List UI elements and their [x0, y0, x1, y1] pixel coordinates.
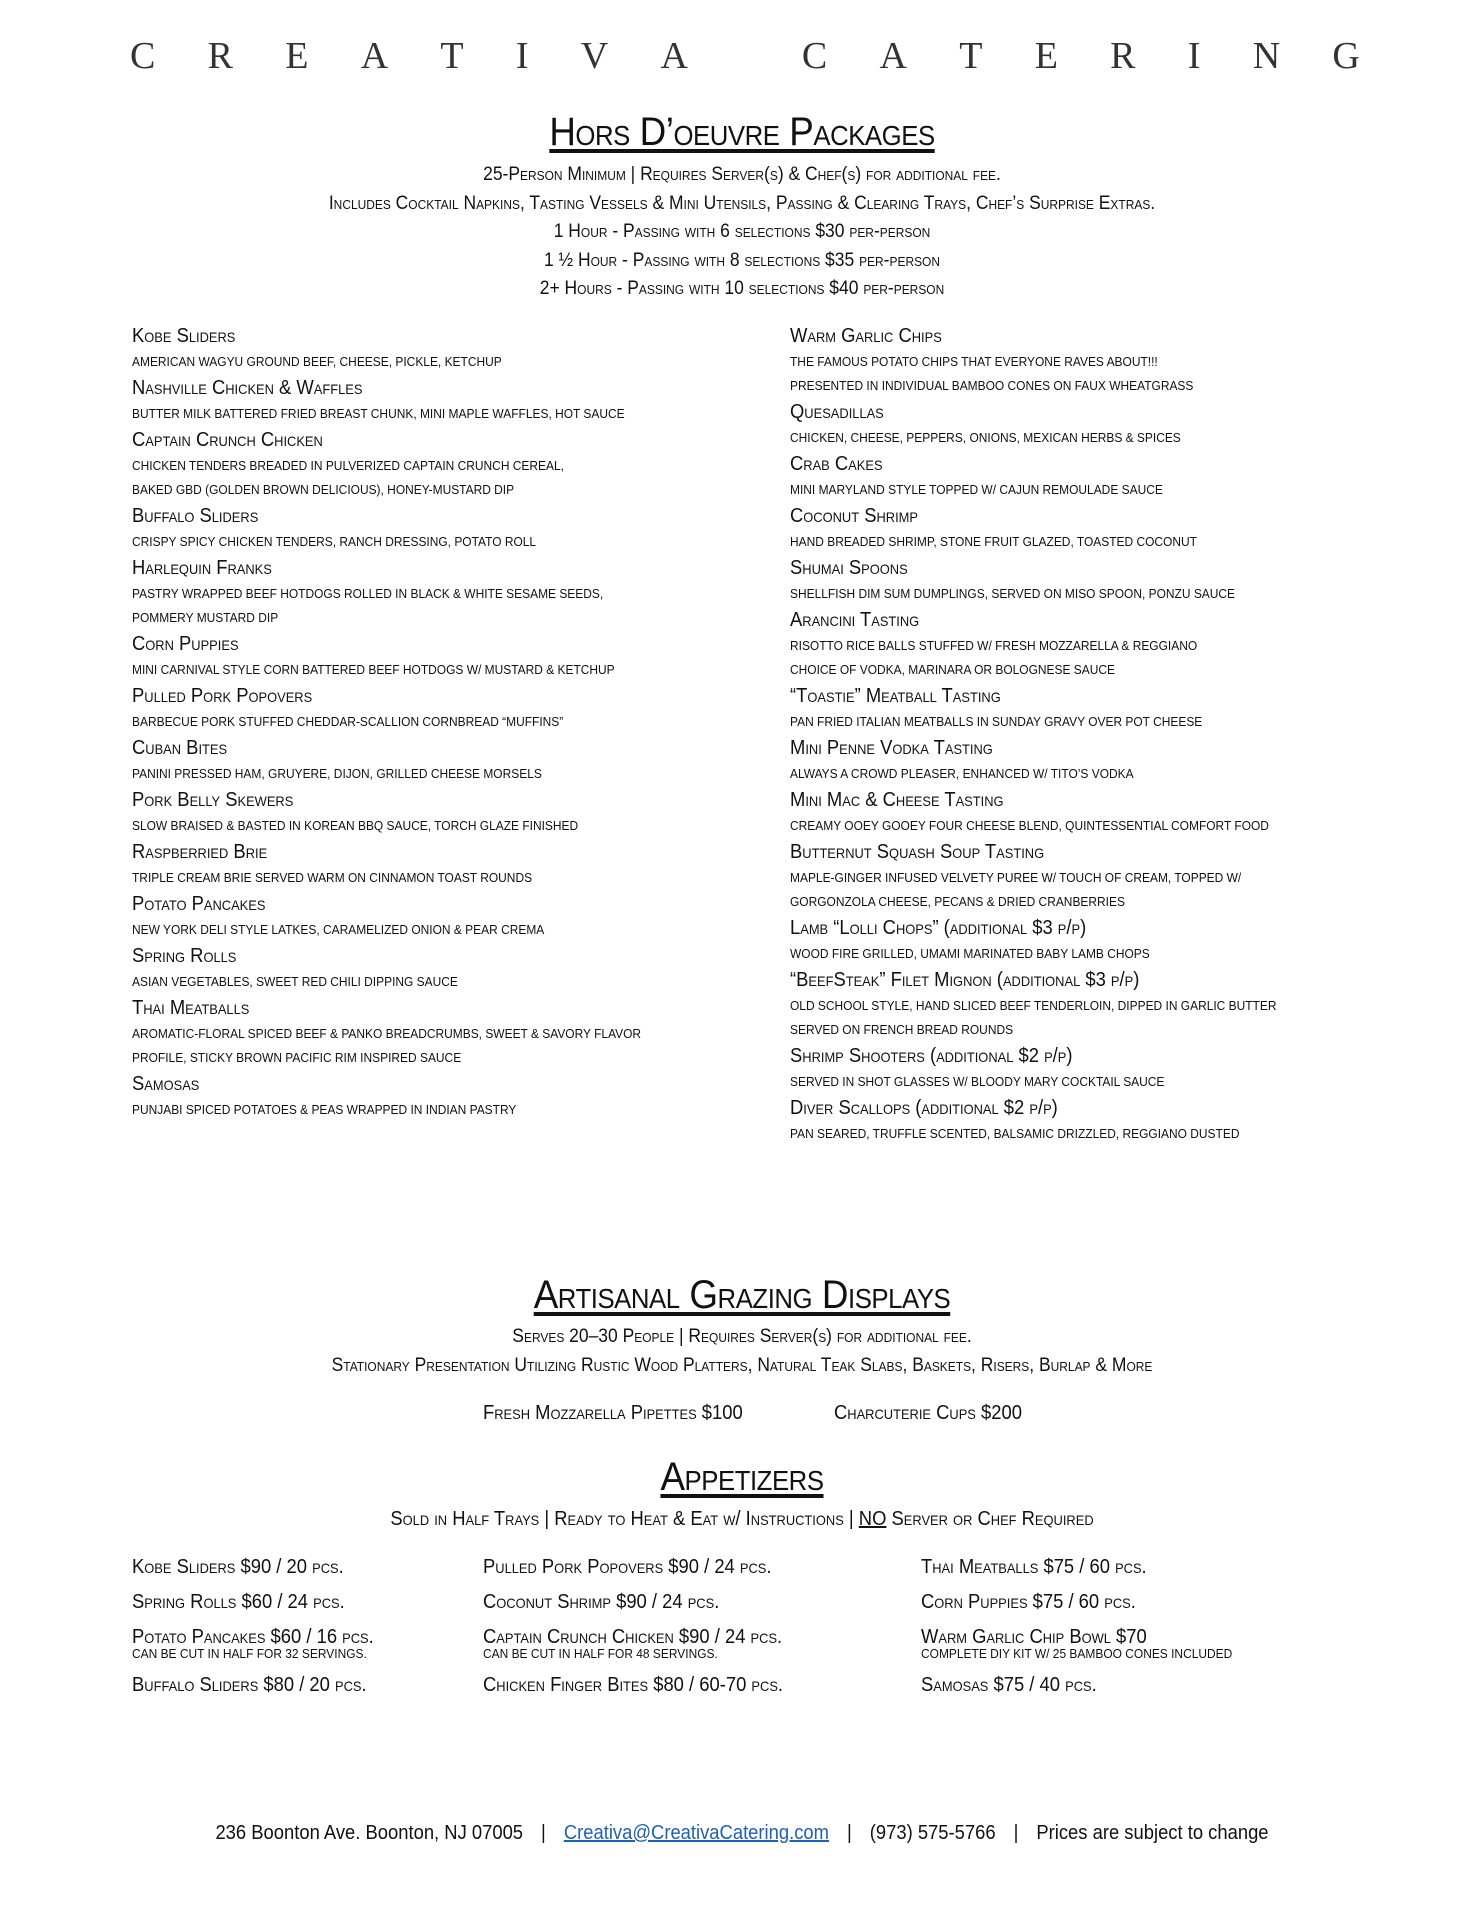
- menu-item-name: Harlequin Franks: [132, 557, 272, 579]
- menu-item: [132, 942, 772, 994]
- appetizer-item: Potato Pancakes $60 / 16 pcs.: [132, 1626, 374, 1648]
- menu-item: [132, 502, 772, 554]
- menu-item-description: THE FAMOUS POTATO CHIPS THAT EVERYONE RAVES ABOUT!!!: [790, 354, 1158, 369]
- menu-item-name: Nashville Chicken & Waffles: [132, 377, 363, 399]
- appetizer-item: Samosas $75 / 40 pcs.: [921, 1674, 1097, 1696]
- menu-item-description: PAN FRIED ITALIAN MEATBALLS IN SUNDAY GRAVY OVER POT CHEESE: [790, 714, 1203, 729]
- appetizer-note: CAN BE CUT IN HALF FOR 48 SERVINGS.: [483, 1646, 718, 1661]
- menu-item: [790, 966, 1430, 1042]
- appetizer-item: Coconut Shrimp $90 / 24 pcs.: [483, 1591, 720, 1613]
- menu-item: [132, 994, 772, 1070]
- footer: [59, 1822, 1424, 1845]
- footer-separator: |: [541, 1822, 546, 1844]
- appetizers-title: Appetizers: [660, 1455, 824, 1499]
- menu-item-description: MAPLE-GINGER INFUSED VELVETY PUREE W/ TOUCH OF CREAM, TOPPED W/: [790, 870, 1242, 885]
- appetizer-item: Thai Meatballs $75 / 60 pcs.: [921, 1556, 1147, 1578]
- menu-item-description: MINI MARYLAND STYLE TOPPED W/ CAJUN REMOULADE SAUCE: [790, 482, 1163, 497]
- menu-item-description: HAND BREADED SHRIMP, STONE FRUIT GLAZED, TOASTED COCONUT: [790, 534, 1197, 549]
- menu-item-name: Shrimp Shooters (additional $2 p/p): [790, 1045, 1073, 1067]
- menu-item-description: TRIPLE CREAM BRIE SERVED WARM ON CINNAMON TOAST ROUNDS: [132, 870, 533, 885]
- menu-item: [790, 838, 1430, 914]
- footer-separator: |: [1013, 1822, 1019, 1844]
- menu-item: [790, 786, 1430, 838]
- hors-line-4: 1 ½ Hour - Passing with 8 selections $35 per-person: [543, 249, 941, 271]
- grazing-line-2: Stationary Presentation Utilizing Rustic Wood Platters, Natural Teak Slabs, Baskets, Risers, Burlap & More: [331, 1354, 1153, 1376]
- menu-item-name: Mini Mac & Cheese Tasting: [790, 789, 1004, 811]
- menu-item-description: PAN SEARED, TRUFFLE SCENTED, BALSAMIC DRIZZLED, REGGIANO DUSTED: [790, 1126, 1240, 1141]
- menu-item-description: NEW YORK DELI STYLE LATKES, CARAMELIZED ONION & PEAR CREMA: [132, 922, 545, 937]
- brand-letter: I: [515, 35, 529, 77]
- menu-item-name: Spring Rolls: [132, 945, 237, 967]
- menu-item-description: CREAMY OOEY GOOEY FOUR CHEESE BLEND, QUINTESSENTIAL COMFORT FOOD: [790, 818, 1269, 833]
- menu-item-description: PRESENTED IN INDIVIDUAL BAMBOO CONES ON FAUX WHEATGRASS: [790, 378, 1194, 393]
- menu-item-description: AMERICAN WAGYU GROUND BEEF, CHEESE, PICKLE, KETCHUP: [132, 354, 502, 369]
- brand-wordmark: [130, 34, 1360, 78]
- menu-item-description: SLOW BRAISED & BASTED IN KOREAN BBQ SAUCE, TORCH GLAZE FINISHED: [132, 818, 579, 833]
- menu-item-description: CRISPY SPICY CHICKEN TENDERS, RANCH DRESSING, POTATO ROLL: [132, 534, 537, 549]
- brand-letter: A: [879, 35, 907, 77]
- menu-item-name: Butternut Squash Soup Tasting: [790, 841, 1045, 863]
- brand-letter: I: [1187, 35, 1201, 77]
- footer-email-link[interactable]: Creativa@CreativaCatering.com: [563, 1822, 829, 1844]
- appetizer-item: Chicken Finger Bites $80 / 60-70 pcs.: [483, 1674, 784, 1696]
- appetizer-note: CAN BE CUT IN HALF FOR 32 SERVINGS.: [132, 1646, 367, 1661]
- menu-item: [132, 1070, 772, 1122]
- hors-info: [0, 161, 1484, 304]
- appetizer-item: Spring Rolls $60 / 24 pcs.: [132, 1591, 345, 1613]
- menu-item-description: SERVED ON FRENCH BREAD ROUNDS: [790, 1022, 1014, 1037]
- hors-line-2: Includes Cocktail Napkins, Tasting Vessels & Mini Utensils, Passing & Clearing Trays, Chef’s Surprise Extras.: [328, 192, 1156, 214]
- menu-item-description: ASIAN VEGETABLES, SWEET RED CHILI DIPPING SAUCE: [132, 974, 458, 989]
- hors-line-1: 25-Person Minimum | Requires Server(s) & Chef(s) for additional fee.: [483, 164, 1001, 185]
- brand-letter: A: [360, 35, 389, 77]
- grazing-info: [0, 1323, 1484, 1380]
- menu-item-name: Lamb “Lolli Chops” (additional $3 p/p): [790, 917, 1087, 939]
- menu-item: [132, 426, 772, 502]
- footer-phone: (973) 575-5766: [869, 1822, 996, 1844]
- menu-item-name: Warm Garlic Chips: [790, 325, 942, 347]
- menu-item-name: Cuban Bites: [132, 737, 228, 759]
- menu-item-description: PUNJABI SPICED POTATOES & PEAS WRAPPED IN INDIAN PASTRY: [132, 1102, 517, 1117]
- menu-item: [790, 554, 1430, 606]
- menu-item-description: CHICKEN, CHEESE, PEPPERS, ONIONS, MEXICAN HERBS & SPICES: [790, 430, 1181, 445]
- menu-item-name: Mini Penne Vodka Tasting: [790, 737, 993, 759]
- menu-item: [790, 914, 1430, 966]
- menu-item: [132, 682, 772, 734]
- menu-item-description: RISOTTO RICE BALLS STUFFED W/ FRESH MOZZARELLA & REGGIANO: [790, 638, 1198, 653]
- appetizer-item: Buffalo Sliders $80 / 20 pcs.: [132, 1674, 367, 1696]
- menu-item-name: Captain Crunch Chicken: [132, 429, 323, 451]
- menu-item-name: Kobe Sliders: [132, 325, 236, 347]
- menu-item: [790, 682, 1430, 734]
- menu-item-description: ALWAYS A CROWD PLEASER, ENHANCED W/ TITO’S VODKA: [790, 766, 1134, 781]
- menu-item-name: Pulled Pork Popovers: [132, 685, 313, 707]
- menu-item-name: Raspberried Brie: [132, 841, 268, 863]
- brand-letter: E: [1034, 35, 1058, 77]
- menu-item-name: “Toastie” Meatball Tasting: [790, 685, 1001, 707]
- menu-item: [790, 606, 1430, 682]
- menu-item-name: Buffalo Sliders: [132, 505, 259, 527]
- brand-letter: T: [959, 35, 983, 77]
- brand-letter: R: [1110, 35, 1136, 77]
- menu-item-description: MINI CARNIVAL STYLE CORN BATTERED BEEF HOTDOGS W/ MUSTARD & KETCHUP: [132, 662, 615, 677]
- appetizers-column-3: [921, 1550, 1259, 1703]
- menu-item-name: Thai Meatballs: [132, 997, 250, 1019]
- grazing-title: Artisanal Grazing Displays: [533, 1273, 951, 1317]
- menu-item: [132, 838, 772, 890]
- menu-item: [790, 450, 1430, 502]
- brand-letter: G: [1332, 35, 1360, 77]
- footer-separator: |: [846, 1822, 852, 1844]
- menu-item-name: Diver Scallops (additional $2 p/p): [790, 1097, 1058, 1119]
- appetizer-note: COMPLETE DIY KIT W/ 25 BAMBOO CONES INCLUDED: [921, 1646, 1233, 1661]
- menu-item-description: BUTTER MILK BATTERED FRIED BREAST CHUNK, MINI MAPLE WAFFLES, HOT SAUCE: [132, 406, 625, 421]
- menu-item-description: POMMERY MUSTARD DIP: [132, 610, 279, 625]
- brand-letter: C: [801, 35, 828, 77]
- footer-note: Prices are subject to change: [1036, 1822, 1269, 1844]
- menu-item: [132, 786, 772, 838]
- hors-right-column: [790, 322, 1430, 1146]
- menu-item: [132, 630, 772, 682]
- menu-item-description: PASTRY WRAPPED BEEF HOTDOGS ROLLED IN BLACK & WHITE SESAME SEEDS,: [132, 586, 604, 601]
- menu-item-description: WOOD FIRE GRILLED, UMAMI MARINATED BABY LAMB CHOPS: [790, 946, 1150, 961]
- menu-item-description: PROFILE, STICKY BROWN PACIFIC RIM INSPIRED SAUCE: [132, 1050, 462, 1065]
- appetizer-item: Pulled Pork Popovers $90 / 24 pcs.: [483, 1556, 772, 1578]
- brand-letter: N: [1252, 35, 1281, 77]
- hors-line-5: 2+ Hours - Passing with 10 selections $40 per-person: [539, 278, 945, 299]
- menu-item-name: Pork Belly Skewers: [132, 789, 294, 811]
- hors-line-3: 1 Hour - Passing with 6 selections $30 per-person: [553, 221, 931, 242]
- menu-item-description: SHELLFISH DIM SUM DUMPLINGS, SERVED ON MISO SPOON, PONZU SAUCE: [790, 586, 1236, 601]
- menu-item: [132, 890, 772, 942]
- menu-item-name: Samosas: [132, 1073, 200, 1095]
- brand-letter: E: [285, 35, 309, 77]
- menu-item-name: Shumai Spoons: [790, 557, 908, 579]
- menu-item-description: PANINI PRESSED HAM, GRUYERE, DIJON, GRILLED CHEESE MORSELS: [132, 766, 542, 781]
- menu-item-description: CHICKEN TENDERS BREADED IN PULVERIZED CAPTAIN CRUNCH CEREAL,: [132, 458, 564, 473]
- hors-title: Hors D’oeuvre Packages: [549, 110, 935, 154]
- appetizer-item: Captain Crunch Chicken $90 / 24 pcs.: [483, 1626, 783, 1648]
- brand-letter: T: [440, 35, 464, 77]
- menu-item: [790, 734, 1430, 786]
- brand-letter: [740, 34, 750, 78]
- grazing-item-charcuterie: Charcuterie Cups $200: [834, 1402, 1022, 1424]
- menu-item: [790, 398, 1430, 450]
- menu-item-description: OLD SCHOOL STYLE, HAND SLICED BEEF TENDERLOIN, DIPPED IN GARLIC BUTTER: [790, 998, 1277, 1013]
- appetizers-subtitle: [59, 1505, 1424, 1534]
- appetizer-item: Kobe Sliders $90 / 20 pcs.: [132, 1556, 344, 1578]
- menu-item: [132, 322, 772, 374]
- appetizers-column-1: [132, 1550, 395, 1703]
- menu-item-description: BAKED GBD (GOLDEN BROWN DELICIOUS), HONEY-MUSTARD DIP: [132, 482, 515, 497]
- menu-item-description: SERVED IN SHOT GLASSES W/ BLOODY MARY COCKTAIL SAUCE: [790, 1074, 1165, 1089]
- appetizers-subtitle-a: Sold in Half Trays | Ready to Heat & Eat w/ Instructions |: [390, 1508, 854, 1530]
- menu-item-name: Crab Cakes: [790, 453, 883, 475]
- brand-letter: A: [660, 35, 688, 77]
- appetizers-column-2: [483, 1550, 809, 1703]
- footer-address: 236 Boonton Ave. Boonton, NJ 07005: [215, 1822, 524, 1844]
- grazing-line-1: Serves 20–30 People | Requires Server(s) for additional fee.: [512, 1326, 972, 1347]
- brand-letter: C: [130, 35, 156, 77]
- appetizers-subtitle-b: Server or Chef Required: [891, 1508, 1094, 1530]
- hors-left-column: [132, 322, 772, 1122]
- menu-item-name: Quesadillas: [790, 401, 884, 423]
- menu-item: [132, 734, 772, 786]
- brand-letter: V: [580, 35, 609, 77]
- appetizer-item: Warm Garlic Chip Bowl $70: [921, 1626, 1147, 1648]
- menu-item-name: “BeefSteak” Filet Mignon (additional $3 p/p): [790, 969, 1140, 991]
- menu-item: [132, 554, 772, 630]
- menu-item-name: Coconut Shrimp: [790, 505, 918, 527]
- menu-item: [790, 1094, 1430, 1146]
- menu-item: [790, 1042, 1430, 1094]
- menu-item-name: Corn Puppies: [132, 633, 239, 655]
- brand-letter: R: [207, 35, 233, 77]
- menu-item-name: Potato Pancakes: [132, 893, 266, 915]
- menu-item-description: BARBECUE PORK STUFFED CHEDDAR-SCALLION CORNBREAD “MUFFINS”: [132, 714, 564, 729]
- grazing-item-mozzarella: Fresh Mozzarella Pipettes $100: [483, 1402, 743, 1424]
- menu-item-description: GORGONZOLA CHEESE, PECANS & DRIED CRANBERRIES: [790, 894, 1125, 909]
- menu-item: [790, 322, 1430, 398]
- menu-item: [790, 502, 1430, 554]
- menu-item: [132, 374, 772, 426]
- appetizers-subtitle-no: NO: [858, 1508, 887, 1530]
- menu-item-name: Arancini Tasting: [790, 609, 920, 631]
- menu-item-description: AROMATIC-FLORAL SPICED BEEF & PANKO BREADCRUMBS, SWEET & SAVORY FLAVOR: [132, 1026, 642, 1041]
- appetizer-item: Corn Puppies $75 / 60 pcs.: [921, 1591, 1136, 1613]
- menu-item-description: CHOICE OF VODKA, MARINARA OR BOLOGNESE SAUCE: [790, 662, 1115, 677]
